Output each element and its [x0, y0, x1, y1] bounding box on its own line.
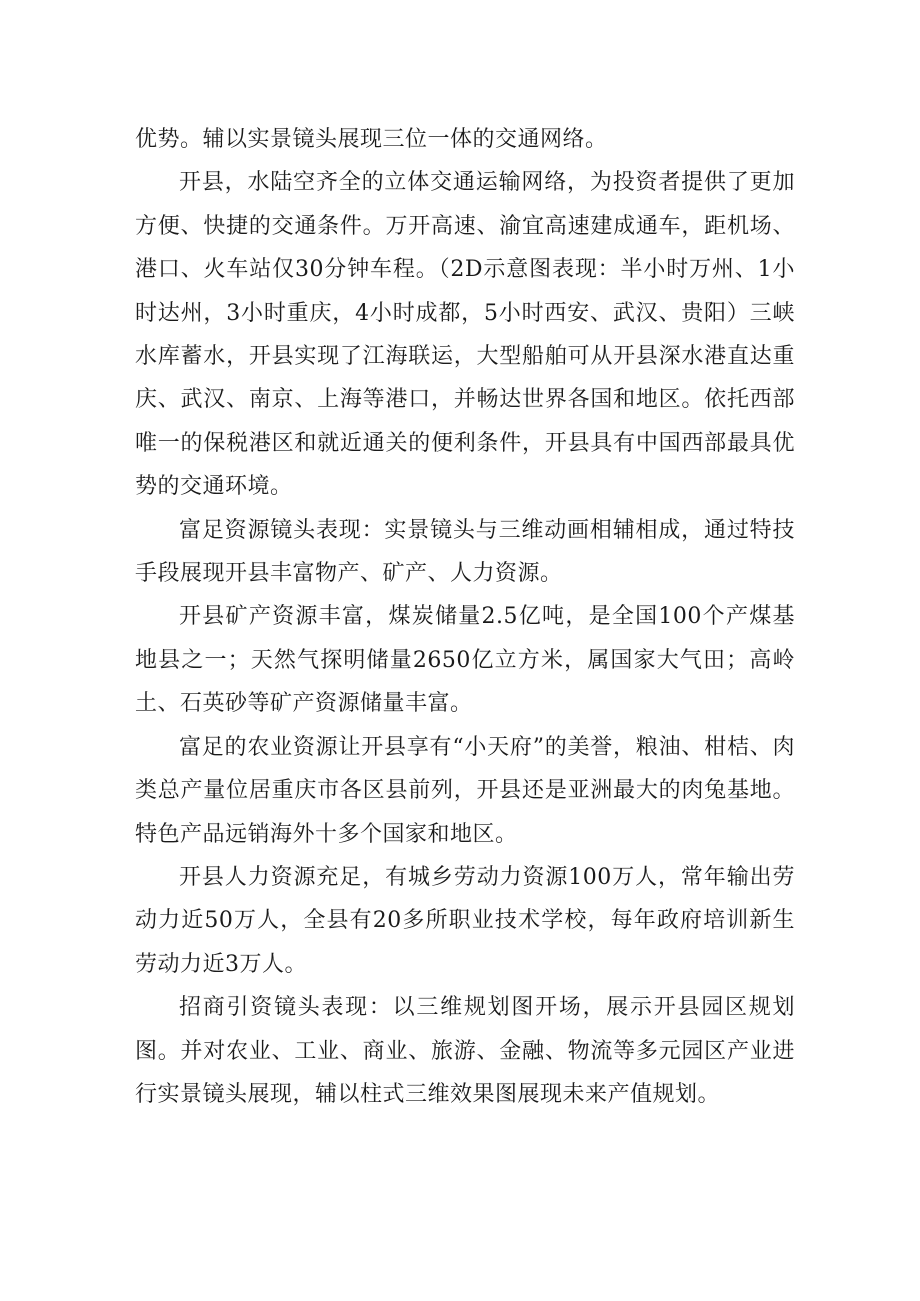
- document-body: [135, 118, 795, 1116]
- paragraph-human-resources: 开县人力资源充足，有城乡劳动力资源100万人，常年输出劳动力近50万人，全县有20多所职业技术学校，每年政府培训新生劳动力近3万人。: [135, 864, 795, 977]
- paragraph-mineral-resources: 开县矿产资源丰富，煤炭储量2.5亿吨，是全国100个产煤基地县之一；天然气探明储量2650亿立方米，属国家大气田；高岭土、石英砂等矿产资源储量丰富。: [135, 604, 795, 717]
- paragraph-investment-shot: 招商引资镜头表现：以三维规划图开场，展示开县园区规划图。并对农业、工业、商业、旅游、金融、物流等多元园区产业进行实景镜头展现，辅以柱式三维效果图展现未来产值规划。: [135, 995, 795, 1107]
- paragraph-agriculture-resources: 富足的农业资源让开县享有“小天府”的美誉，粮油、柑桔、肉类总产量位居重庆市各区县前列，开县还是亚洲最大的肉兔基地。特色产品远销海外十多个国家和地区。: [135, 734, 795, 847]
- paragraph-resources-shot: 富足资源镜头表现：实景镜头与三维动画相辅相成，通过特技手段展现开县丰富物产、矿产、人力资源。: [135, 517, 795, 587]
- paragraph-transport-network: 开县，水陆空齐全的立体交通运输网络，为投资者提供了更加方便、快捷的交通条件。万开高速、渝宜高速建成通车，距机场、港口、火车站仅30分钟车程。（2D示意图表现：半小时万州、1小时达州，3小时重庆，4小时成都，5小时西安、武汉、贵阳）三峡水库蓄水，开县实现了江海联运，大型船舶可从开县深水港直达重庆、武汉、南京、上海等港口，并畅达世界各国和地区。依托西部唯一的保税港区和就近通关的便利条件，开县具有中国西部最具优势的交通环境。: [135, 170, 795, 500]
- paragraph-continuation: 优势。辅以实景镜头展现三位一体的交通网络。: [135, 127, 608, 152]
